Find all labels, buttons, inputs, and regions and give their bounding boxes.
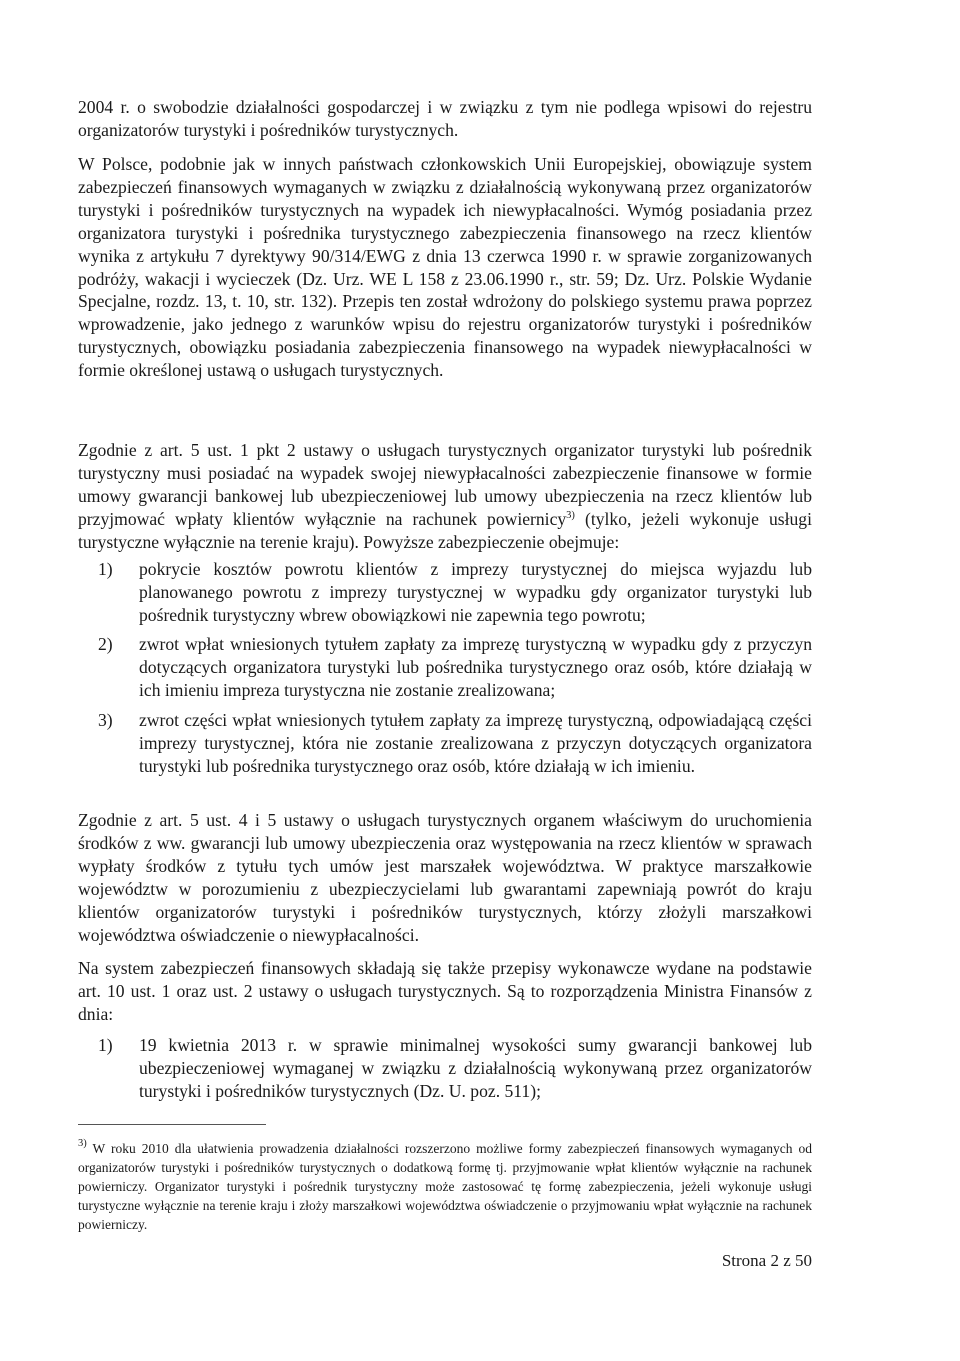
list-item (78, 1034, 812, 1103)
page-number: Strona 2 z 50 (721, 1251, 812, 1270)
system2-section (78, 957, 812, 1026)
art5-section (78, 439, 812, 554)
art5-text: Zgodnie z art. 5 ust. 1 pkt 2 ustawy o usługach turystycznych organizator turystyki lub pośrednik turystyczny musi posiadać na wypadek swojej niewypłacalności zabezpieczenie finansowe w formie umowy gwarancji bankowej lub ubezpieczeniowej lub umowy ubezpieczenia na rzecz klientów lub przyjmować wpłaty klientów wyłącznie na rachunek powiernicy (78, 440, 812, 529)
list-text: pokrycie kosztów powrotu klientów z imprezy turystycznej do miejsca wyjazdu lub planowanego powrotu z imprezy turystycznej w wypadku gdy organizator turystyki lub pośrednik turystyczny wbrew obowiązkowi nie zapewnia tego powrotu; (139, 559, 812, 625)
coverage-list-3 (78, 709, 812, 778)
footnote-ref: 3) (566, 509, 575, 521)
list-text: zwrot części wpłat wniesionych tytułem zapłaty za imprezę turystyczną, odpowiadającą części imprezy turystycznej, która nie zostanie zrealizowana z przyczyn dotyczących organizatora turystyki lub pośrednika turystycznego oraz osób, które działają w ich imieniu. (139, 710, 812, 776)
coverage-list-2 (78, 633, 812, 702)
art5-paragraph (78, 439, 812, 554)
list-text: zwrot wpłat wniesionych tytułem zapłaty za imprezę turystyczną w wypadku gdy z przyczyn dotyczących organizatora turystyki lub pośrednika turystycznego oraz osób, które działają w ich imieniu impreza turystyczna nie zostanie zrealizowana; (139, 634, 812, 700)
body-text (78, 96, 812, 142)
list-number: 3) (98, 710, 113, 730)
system2-paragraph: Na system zabezpieczeń finansowych składają się także przepisy wykonawcze wydane na podstawie art. 10 ust. 1 oraz ust. 2 ustawy o usługach turystycznych. Są to rozporządzenia Ministra Finansów z dnia: (78, 958, 812, 1024)
intro-paragraph: 2004 r. o swobodzie działalności gospodarczej i w związku z tym nie podlega wpisowi do rejestru organizatorów turystyki i pośredników turystycznych. (78, 97, 812, 140)
art5-45-section (78, 809, 812, 946)
footnote-text (78, 1139, 812, 1234)
list-text: 19 kwietnia 2013 r. w sprawie minimalnej wysokości sumy gwarancji bankowej lub ubezpieczeniowej wymaganej w związku z działalnością wykonywaną przez organizatorów turystyki i pośredników turystycznych (Dz. U. poz. 511); (139, 1035, 812, 1101)
list-item (78, 633, 812, 702)
footnote (78, 1139, 812, 1234)
system-section (78, 153, 812, 382)
list-number: 1) (98, 559, 113, 579)
footnote-mark: 3) (78, 1138, 87, 1149)
footnote-body: W roku 2010 dla ułatwienia prowadzenia działalności rozszerzono możliwe formy zabezpieczeń finansowych wymaganych od organizatorów turystyki i pośredników turystycznych o dodatkową formę tj. przyjmowanie wpłat klientów wyłącznie na rachunek powierniczy. Organizator turystyki i pośrednik turystyczny może zastosować tę formę zabezpieczenia, jeżeli wykonuje usługi turystyczne wyłącznie na terenie kraju i złoży marszałkowi województwa oświadczenie o przyjmowaniu wpłat wyłącznie na rachunek powierniczy. (78, 1141, 812, 1232)
list-item (78, 558, 812, 627)
list-number: 1) (98, 1035, 113, 1055)
art5-text-cont: (tylko, jeżeli wykonuje usługi turystyczne wyłącznie na terenie kraju). Powyższe zabezpieczenie obejmuje: (78, 508, 812, 552)
system-paragraph: W Polsce, podobnie jak w innych państwach członkowskich Unii Europejskiej, obowiązuje system zabezpieczeń finansowych wymaganych w związku z działalnością wykonywaną przez organizatorów turystyki i pośredników turystycznych na wypadek ich niewypłacalności. Wymóg posiadania przez organizatora turystyki i pośrednika turystycznego zabezpieczenia finansowego na rzecz klientów wynika z artykułu 7 dyrektywy 90/314/EWG z dnia 13 czerwca 1990 r. w sprawie zorganizowanych podróży, wakacji i wycieczek (Dz. Urz. WE L 158 z 23.06.1990 r., str. 59; Dz. Urz. Polskie Wydanie Specjalne, rozdz. 13, t. 10, str. 132). Przepis ten został wdrożony do polskiego systemu prawa poprzez wprowadzenie, jako jednego z warunków wpisu do rejestru organizatorów turystyki i pośredników turystycznych, obowiązku posiadania zabezpieczenia finansowego na wypadek niewypłacalności w formie określonej ustawą o usługach turystycznych. (78, 154, 812, 381)
footnote-divider (78, 1124, 266, 1125)
art5-45-paragraph: Zgodnie z art. 5 ust. 4 i 5 ustawy o usługach turystycznych organem właściwym do uruchomienia środków z ww. gwarancji lub umowy ubezpieczenia oraz występowania na rzecz klientów w sprawach wypłaty środków z tytułu tych umów jest marszałek województwa. W praktyce marszałkowie województw w porozumieniu z ubezpieczycielami lub gwarantami zapewniają powrót do kraju klientów organizatorów turystyki i pośredników turystycznych, którzy złożyli marszałkowi województwa oświadczenie o niewypłacalności. (78, 810, 812, 945)
regulation-list (78, 1034, 812, 1103)
list-number: 2) (98, 634, 113, 654)
coverage-list (78, 558, 812, 627)
list-item (78, 709, 812, 778)
